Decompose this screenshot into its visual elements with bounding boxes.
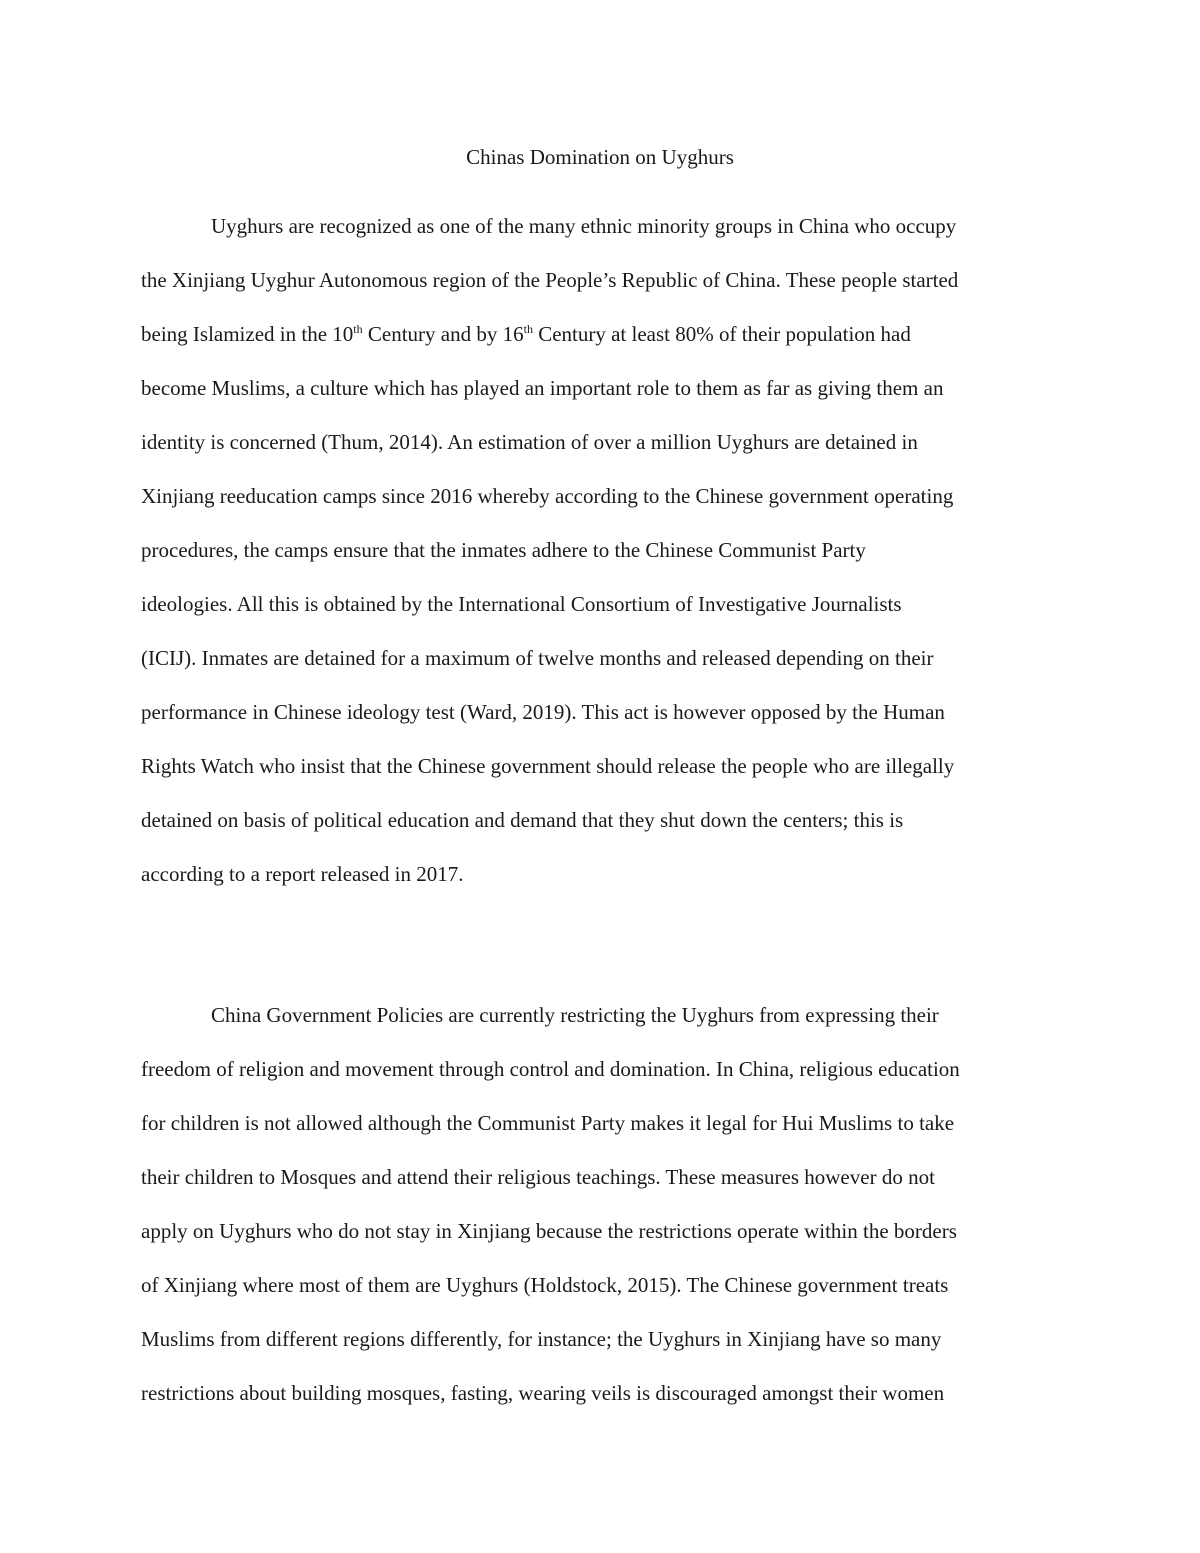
text-line: Uyghurs are recognized as one of the many ethnic minority groups in China who occupy bbox=[211, 214, 957, 238]
text-span: Century at least 80% of their population had bbox=[532, 322, 911, 346]
text-line: detained on basis of political education and demand that they shut down the centers; this is bbox=[141, 808, 904, 832]
text-line: performance in Chinese ideology test (Ward, 2019). This act is however opposed by the Human bbox=[141, 700, 945, 724]
text-line: Muslims from different regions differently, for instance; the Uyghurs in Xinjiang have so many bbox=[141, 1327, 942, 1351]
text-line: become Muslims, a culture which has played an important role to them as far as giving them an bbox=[141, 376, 944, 400]
ordinal-suffix: th bbox=[523, 322, 533, 336]
text-line: for children is not allowed although the Communist Party makes it legal for Hui Muslims to take bbox=[141, 1111, 955, 1135]
text-line: procedures, the camps ensure that the inmates adhere to the Chinese Communist Party bbox=[141, 538, 866, 562]
text-line: (ICIJ). Inmates are detained for a maximum of twelve months and released depending on their bbox=[141, 646, 934, 670]
text-line: China Government Policies are currently restricting the Uyghurs from expressing their bbox=[211, 1003, 939, 1027]
text-line: freedom of religion and movement through control and domination. In China, religious education bbox=[141, 1057, 960, 1081]
text-line: Rights Watch who insist that the Chinese government should release the people who are illegally bbox=[141, 754, 955, 778]
text-line bbox=[141, 320, 911, 348]
text-line: restrictions about building mosques, fasting, wearing veils is discouraged amongst their women bbox=[141, 1381, 945, 1405]
text-line: their children to Mosques and attend their religious teachings. These measures however do not bbox=[141, 1165, 935, 1189]
text-line: Xinjiang reeducation camps since 2016 whereby according to the Chinese government operating bbox=[141, 484, 954, 508]
text-line: ideologies. All this is obtained by the International Consortium of Investigative Journalists bbox=[141, 592, 902, 616]
text-line: identity is concerned (Thum, 2014). An estimation of over a million Uyghurs are detained in bbox=[141, 430, 918, 454]
text-span: Century and by 16 bbox=[362, 322, 524, 346]
text-line: the Xinjiang Uyghur Autonomous region of the People’s Republic of China. These people started bbox=[141, 268, 959, 292]
text-span: being Islamized in the 10 bbox=[141, 322, 354, 346]
text-line: apply on Uyghurs who do not stay in Xinjiang because the restrictions operate within the borders bbox=[141, 1219, 957, 1243]
document-title: Chinas Domination on Uyghurs bbox=[466, 145, 734, 169]
ordinal-suffix: th bbox=[353, 322, 363, 336]
text-line: of Xinjiang where most of them are Uyghurs (Holdstock, 2015). The Chinese government treats bbox=[141, 1273, 949, 1297]
text-line: according to a report released in 2017. bbox=[141, 862, 464, 886]
